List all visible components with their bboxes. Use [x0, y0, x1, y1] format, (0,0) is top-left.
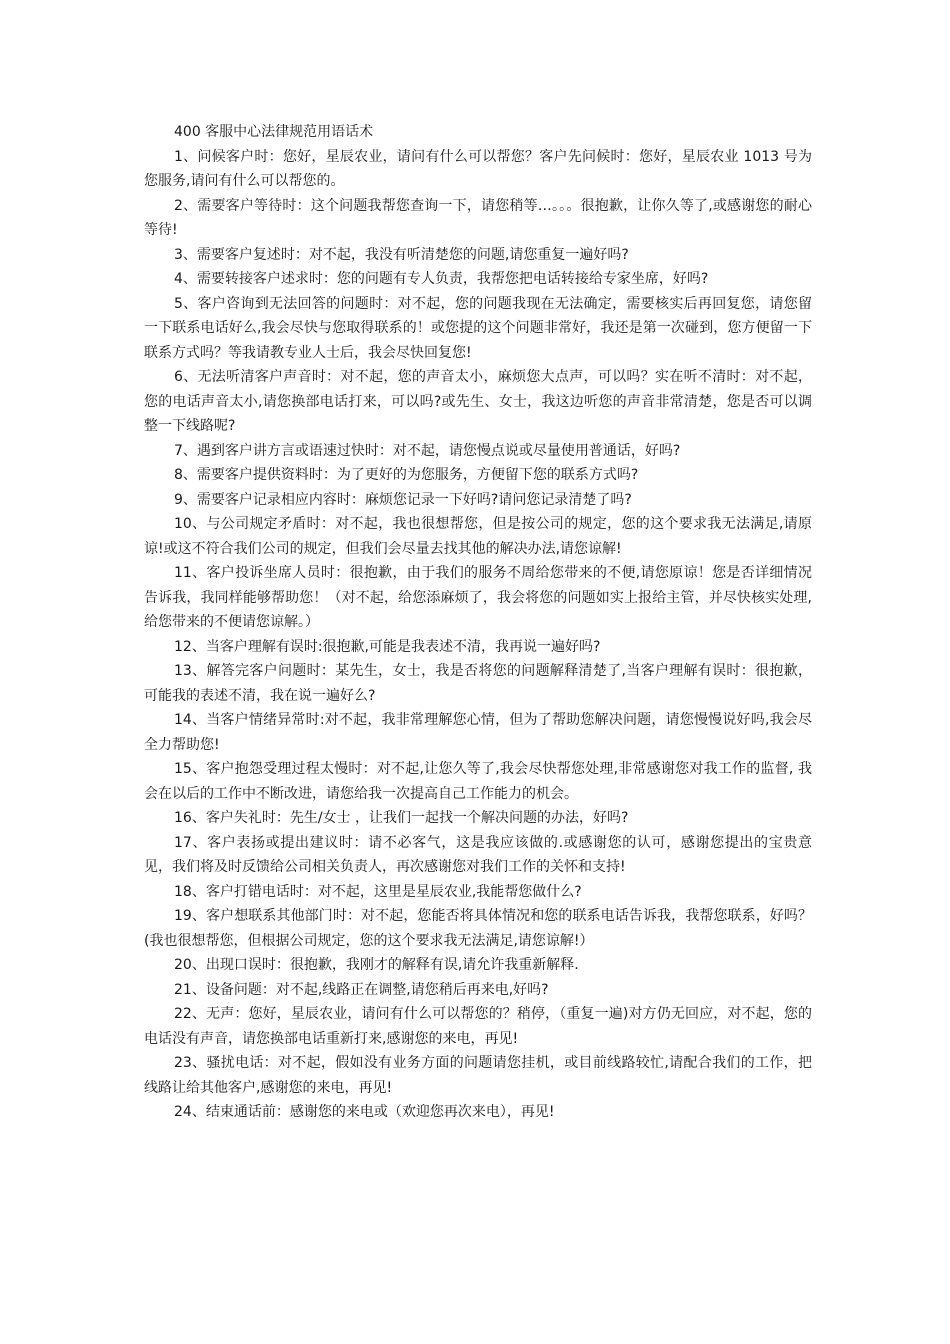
paragraph-13: 13、解答完客户问题时：某先生，女士，我是否将您的问题解释清楚了,当客户理解有误时：很抱歉，可能我的表述不清，我在说一遍好么? — [144, 663, 812, 704]
paragraph-21: 21、设备问题：对不起,线路正在调整,请您稍后再来电,好吗? — [174, 981, 549, 998]
paragraph-9: 9、需要客户记录相应内容时：麻烦您记录一下好吗?请问您记录清楚了吗? — [174, 491, 632, 508]
paragraph-16: 16、客户失礼时：先生/女士 ，让我们一起找一个解决问题的办法，好吗? — [174, 810, 629, 826]
paragraph-23: 23、骚扰电话：对不起，假如没有业务方面的问题请您挂机，或目前线路较忙,请配合我们的工作，把线路让给其他客户,感谢您的来电，再见! — [144, 1055, 812, 1096]
paragraph-19: 19、客户想联系其他部门时：对不起，您能否将具体情况和您的联系电话告诉我，我帮您联系，好吗？(我也很想帮您，但根据公司规定，您的这个要求我无法满足,请您谅解!） — [144, 908, 812, 949]
paragraph-24: 24、结束通话前：感谢您的来电或（欢迎您再次来电），再见! — [174, 1104, 555, 1120]
paragraph-18: 18、客户打错电话时：对不起，这里是星辰农业,我能帮您做什么? — [174, 883, 582, 900]
document-body — [144, 120, 812, 1125]
paragraph-2: 2、需要客户等待时：这个问题我帮您查询一下，请您稍等…。。。很抱歉，让你久等了,或感谢您的耐心等待! — [144, 197, 812, 238]
document-title: 400 客服中心法律规范用语话术 — [174, 124, 374, 140]
paragraph-17: 17、客户表扬或提出建议时：请不必客气，这是我应该做的.或感谢您的认可，感谢您提出的宝贵意见，我们将及时反馈给公司相关负责人，再次感谢您对我们工作的关怀和支持! — [144, 834, 812, 875]
paragraph-20: 20、出现口误时：很抱歉，我刚才的解释有误,请允许我重新解释. — [174, 957, 579, 973]
paragraph-3: 3、需要客户复述时：对不起，我没有听清楚您的问题,请您重复一遍好吗? — [174, 246, 629, 263]
paragraph-5: 5、客户咨询到无法回答的问题时：对不起，您的问题我现在无法确定，需要核实后再回复您，请您留一下联系电话好么,我会尽快与您取得联系的！或您提的这个问题非常好，我还是第一次碰到，您方便留一下联系方式吗？等我请教专业人士后，我会尽快回复您! — [144, 295, 812, 361]
paragraph-6: 6、无法听清客户声音时：对不起，您的声音太小，麻烦您大点声，可以吗？实在听不清时：对不起，您的电话声音太小,请您换部电话打来，可以吗?或先生、女士，我这边听您的声音非常清楚，您是否可以调整一下线路呢? — [144, 369, 812, 434]
paragraph-8: 8、需要客户提供资料时：为了更好的为您服务，方便留下您的联系方式吗? — [174, 467, 639, 483]
paragraph-12: 12、当客户理解有误时:很抱歉,可能是我表述不清，我再说一遍好吗? — [174, 638, 601, 655]
paragraph-7: 7、遇到客户讲方言或语速过快时：对不起，请您慢点说或尽量使用普通话，好吗? — [174, 442, 681, 459]
paragraph-14: 14、当客户情绪异常时:对不起，我非常理解您心情，但为了帮助您解决问题，请您慢慢说好吗,我会尽全力帮助您! — [144, 712, 812, 753]
paragraph-22: 22、无声：您好，星辰农业，请问有什么可以帮您的？稍停，（重复一遍)对方仍无回应，对不起，您的电话没有声音，请您换部电话重新打来,感谢您的来电，再见! — [144, 1006, 812, 1047]
paragraph-11: 11、客户投诉坐席人员时：很抱歉，由于我们的服务不周给您带来的不便,请您原谅！您是否详细情况告诉我，我同样能够帮助您！（对不起，给您添麻烦了，我会将您的问题如实上报给主管，并尽快核实处理,给您带来的不便请您谅解。） — [144, 565, 812, 630]
paragraph-1: 1、问候客户时：您好，星辰农业，请问有什么可以帮您？客户先问候时：您好，星辰农业 1013 号为您服务,请问有什么可以帮您的。 — [144, 148, 812, 189]
paragraph-15: 15、客户抱怨受理过程太慢时：对不起,让您久等了,我会尽快帮您处理,非常感谢您对我工作的监督, 我会在以后的工作中不断改进，请您给我一次提高自己工作能力的机会。 — [144, 761, 812, 802]
paragraph-10: 10、与公司规定矛盾时：对不起，我也很想帮您，但是按公司的规定，您的这个要求我无法满足,请原谅!或这不符合我们公司的规定，但我们会尽量去找其他的解决办法,请您谅解! — [144, 516, 812, 557]
paragraph-4: 4、需要转接客户述求时：您的问题有专人负责，我帮您把电话转接给专家坐席，好吗? — [174, 271, 709, 287]
